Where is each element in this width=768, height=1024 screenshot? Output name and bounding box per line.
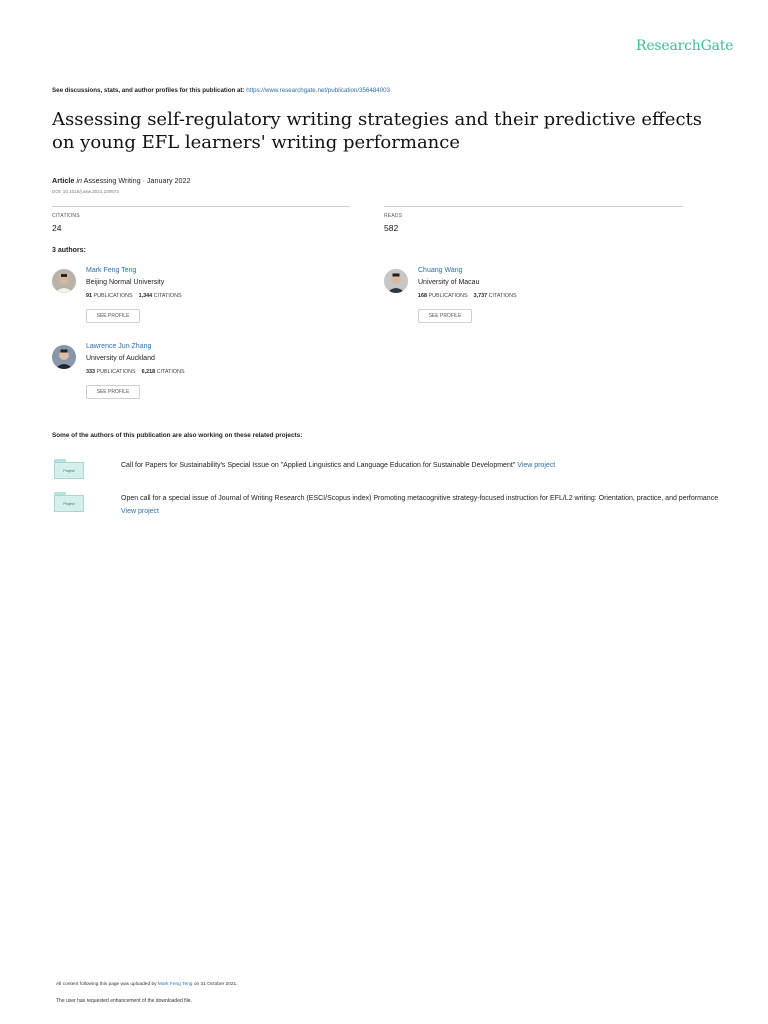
avatar[interactable] xyxy=(52,269,76,293)
citations-label: CITATIONS xyxy=(52,213,80,219)
related-projects-heading: Some of the authors of this publication are also working on these related projects: xyxy=(52,432,303,439)
publications-count: 91 xyxy=(86,293,92,299)
publication-url-link[interactable]: https://www.researchgate.net/publication/356484003 xyxy=(246,87,391,94)
author-name[interactable]: Lawrence Jun Zhang xyxy=(86,343,152,350)
see-profile-button[interactable]: SEE PROFILE xyxy=(418,309,472,323)
divider-citations xyxy=(52,206,350,207)
article-info xyxy=(52,176,191,185)
page-title: Assessing self-regulatory writing strategies and their predictive effects on young EFL learners' writing performance xyxy=(52,109,702,153)
project-text: Open call for a special issue of Journal of Writing Research (ESCI/Scopus index) Promoting metacognitive strategy-focused instruction for EFL/L2 writing: Orientation, practice, and performance xyxy=(121,495,719,502)
project-icon-label: Project xyxy=(54,495,84,512)
view-project-link[interactable]: View project xyxy=(121,508,160,515)
author-affiliation: University of Macau xyxy=(418,279,480,286)
see-profile-button[interactable]: SEE PROFILE xyxy=(86,309,140,323)
article-type: Article xyxy=(52,176,75,185)
divider-reads xyxy=(384,206,683,207)
project-folder-icon xyxy=(54,492,84,512)
uploaded-suffix: on 31 October 2021. xyxy=(193,982,238,987)
reads-value: 582 xyxy=(384,223,399,233)
author-stats xyxy=(86,369,185,375)
project-text: Call for Papers for Sustainability's Special Issue on "Applied Linguistics and Language Education for Sustainable Development" xyxy=(121,462,516,469)
citations-label: CITATIONS xyxy=(156,369,185,375)
see-profile-button[interactable]: SEE PROFILE xyxy=(86,385,140,399)
publications-label: PUBLICATIONS xyxy=(96,369,136,375)
citations-count: 3,737 xyxy=(473,293,488,299)
author-affiliation: Beijing Normal University xyxy=(86,279,165,286)
uploader-link[interactable]: Mark Feng Teng xyxy=(157,982,193,987)
authors-heading: 3 authors: xyxy=(52,247,86,254)
author-name[interactable]: Mark Feng Teng xyxy=(86,267,137,274)
project-description xyxy=(121,459,721,472)
publications-count: 168 xyxy=(418,293,427,299)
discussions-line xyxy=(52,87,390,94)
project-description xyxy=(121,492,721,518)
uploaded-prefix: All content following this page was uploaded by xyxy=(56,982,157,987)
uploaded-by-line xyxy=(56,982,238,987)
author-affiliation: University of Auckland xyxy=(86,355,155,362)
author-name[interactable]: Chuang Wang xyxy=(418,267,463,274)
project-icon-label: Project xyxy=(54,462,84,479)
enhancement-note: The user has requested enhancement of the downloaded file. xyxy=(56,998,192,1004)
view-project-link[interactable]: View project xyxy=(517,462,556,469)
citations-count: 6,218 xyxy=(141,369,156,375)
citations-value: 24 xyxy=(52,223,62,233)
discussions-text: See discussions, stats, and author profiles for this publication at: xyxy=(52,87,245,94)
doi[interactable]: DOI: 10.1016/j.asw.2021.100573 xyxy=(52,189,119,194)
author-card-zhang xyxy=(52,345,352,415)
researchgate-logo[interactable]: ResearchGate xyxy=(636,38,734,54)
publications-label: PUBLICATIONS xyxy=(93,293,133,299)
citations-label: CITATIONS xyxy=(488,293,517,299)
publications-count: 333 xyxy=(86,369,95,375)
article-in: in xyxy=(76,176,82,185)
citations-label: CITATIONS xyxy=(153,293,182,299)
publications-label: PUBLICATIONS xyxy=(428,293,468,299)
author-stats xyxy=(418,293,517,299)
journal-name[interactable]: Assessing Writing · January 2022 xyxy=(83,176,191,185)
avatar[interactable] xyxy=(384,269,408,293)
author-card-wang xyxy=(384,269,684,339)
author-stats xyxy=(86,293,182,299)
citations-count: 1,344 xyxy=(138,293,153,299)
project-folder-icon xyxy=(54,459,84,479)
avatar[interactable] xyxy=(52,345,76,369)
author-card-teng xyxy=(52,269,352,339)
reads-label: READS xyxy=(384,213,403,219)
